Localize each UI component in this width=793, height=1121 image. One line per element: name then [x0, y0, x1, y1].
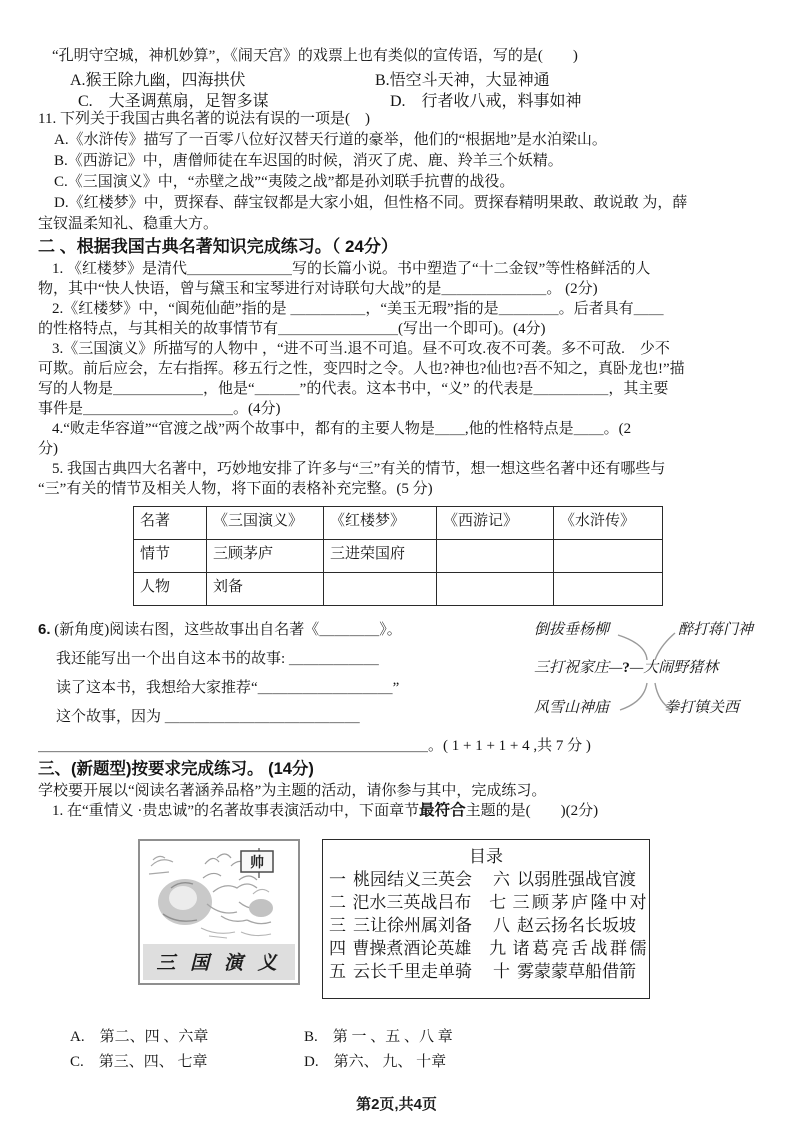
- s3-q1-emphasis: 最符合: [419, 802, 466, 819]
- cover-flag-character: 帅: [250, 856, 264, 871]
- s3-q1-options: [38, 1025, 760, 1075]
- s3-option-d: D. 第六、 九、 十章: [304, 1054, 447, 1070]
- table-cell: [554, 573, 663, 606]
- toc-chapter-number: 一: [329, 870, 346, 889]
- toc-chapter-title: 以弱胜强战官渡: [517, 870, 636, 889]
- q10-options-ab: [38, 67, 760, 88]
- table-header-cell: 名著: [134, 507, 207, 540]
- q11-stem: 11. 下列关于我国古典名著的说法有误的一项是( ): [38, 111, 370, 127]
- toc-row: [323, 868, 649, 891]
- q6-score-note: 。( 1 + 1 + 1 + 4 ,共 7 分 ): [428, 738, 591, 754]
- toc-chapter-number: 八: [493, 916, 510, 935]
- toc-chapter-number: 十: [493, 962, 510, 981]
- toc-title: 目录: [469, 847, 503, 866]
- table-cell: [437, 573, 554, 606]
- toc-chapter-number: 四: [329, 939, 346, 958]
- table-cell: 情节: [134, 540, 207, 573]
- s3-options-cd: [38, 1050, 760, 1075]
- cover-title-text: 三 国 演 义: [156, 953, 282, 974]
- q10-options-cd: [38, 88, 760, 109]
- table-row: [134, 540, 663, 573]
- page-content: [38, 46, 760, 1075]
- s2-q3-line2: 可欺。前后应会，左右指挥。移五行之性，变四时之令。人也?神也?仙也?吾不知之，真卧龙也!”描: [38, 361, 685, 377]
- q11-option-b: B.《西游记》中，唐僧师徒在车迟国的时候，消灭了虎、鹿、羚羊三个妖精。: [54, 153, 563, 169]
- q6-line1-text: (新角度)阅读右图，这些故事出自名著《＿＿＿＿》。: [50, 622, 402, 638]
- q6-line2: 我还能写出一个出自这本书的故事: ＿＿＿＿＿＿: [56, 651, 379, 667]
- toc-chapter-number: 七: [489, 893, 507, 912]
- table-header-cell: 《红楼梦》: [324, 507, 437, 540]
- q10-option-c: C. 大圣调蕉扇，足智多谋: [78, 93, 269, 110]
- q10-option-b: B.悟空斗天神，大显神通: [375, 72, 550, 89]
- s2-q1-line1: 1. 《红楼梦》是清代＿＿＿＿＿＿＿写的长篇小说。书中塑造了“十二金钗”等性格鲜活的人: [52, 261, 651, 277]
- table-row: [134, 573, 663, 606]
- s3-q1-post: 主题的是( )(2分): [465, 803, 599, 819]
- table-cell: [554, 540, 663, 573]
- q10-stem: “孔明守空城，神机妙算”，《闹天宫》的戏票上也有类似的宣传语，写的是( ): [52, 48, 578, 64]
- mind-map-node-fengxue-shanshenmiao: 风雪山神庙: [534, 700, 610, 716]
- q6-line5: [38, 736, 760, 756]
- toc-chapter-title: 桃园结义三英会: [353, 870, 472, 889]
- mind-map-node-quanda-zhenguanxi: 拳打镇关西: [664, 700, 740, 716]
- toc-chapter-number: 五: [329, 962, 346, 981]
- q6-answer-blank: ＿＿＿＿＿＿＿＿＿＿＿＿＿＿＿＿＿＿＿＿＿＿＿＿＿＿: [38, 738, 429, 754]
- toc-chapter-title: 赵云扬名长坂坡: [517, 916, 636, 935]
- table-header-row: [134, 507, 663, 540]
- toc-chapter-title: 云长千里走单骑: [353, 962, 472, 981]
- mind-map-node-danao-yezhulin: 大闹野猪林: [643, 660, 719, 676]
- toc-chapter-number: 六: [493, 870, 510, 889]
- dash-connector: —: [629, 660, 644, 676]
- q6-line4: 这个故事，因为 ＿＿＿＿＿＿＿＿＿＿＿＿＿: [56, 709, 360, 725]
- section-2-heading: 二 、根据我国古典名著知识完成练习。（ 24分）: [38, 237, 398, 256]
- story-mind-map: [530, 618, 786, 730]
- toc-row: [323, 891, 649, 914]
- q6-number: 6.: [38, 621, 51, 638]
- toc-chapter-title: 三顾茅庐隆中对: [512, 893, 649, 912]
- s3-option-a: A. 第二、四 、六章: [70, 1029, 209, 1045]
- s2-q5-line2: “三”有关的情节及相关人物，将下面的表格补充完整。(5 分): [38, 481, 433, 497]
- toc-chapter-number: 二: [329, 893, 346, 912]
- s2-q2-line1: 2.《红楼梦》中，“阆苑仙葩”指的是 ＿＿＿＿＿，“美玉无瑕”指的是＿＿＿＿。后者具有＿＿: [52, 301, 664, 317]
- table-cell: 三进荣国府: [324, 540, 437, 573]
- s2-q1-line2: 物，其中“快人快语，曾与黛玉和宝琴进行对诗联句大战”的是＿＿＿＿＿＿＿。 (2分): [38, 281, 598, 297]
- table-cell: 刘备: [207, 573, 324, 606]
- s2-q4-line1: 4.“败走华容道”“官渡之战”两个故事中，都有的主要人物是＿＿,他的性格特点是＿＿。(2: [52, 421, 632, 437]
- toc-box: [322, 839, 650, 999]
- s2-q3-line4: 事件是＿＿＿＿＿＿＿＿＿＿。(4分): [38, 401, 281, 417]
- page-number-footer: 第2页,共4页: [356, 1096, 437, 1113]
- question-6-block: [38, 620, 760, 756]
- mind-map-center-question-mark: ?: [622, 660, 630, 676]
- q11-option-d-line2: 宝钗温柔知礼、稳重大方。: [38, 216, 219, 232]
- table-cell: 三顾茅庐: [207, 540, 324, 573]
- q10-option-d: D. 行者收八戒，料事如神: [390, 93, 582, 110]
- q11-option-a: A.《水浒传》描写了一百零八位好汉替天行道的豪举，他们的“根据地”是水泊梁山。: [54, 132, 607, 148]
- s3-option-c: C. 第三、四、 七章: [70, 1054, 208, 1070]
- table-header-cell: 《西游记》: [437, 507, 554, 540]
- toc-chapter-title: 汜水三英战吕布: [352, 893, 472, 912]
- q6-line3: 读了这本书，我想给大家推荐“＿＿＿＿＿＿＿＿＿”: [56, 680, 400, 696]
- toc-row: [323, 960, 649, 983]
- toc-chapter-title: 雾蒙蒙草船借箭: [517, 962, 636, 981]
- s3-option-b: B. 第 一 、五 、八 章: [304, 1029, 453, 1045]
- toc-row: [323, 914, 649, 937]
- dash-connector: —: [609, 660, 623, 676]
- toc-chapter-title: 曹操煮酒论英雄: [352, 939, 472, 958]
- media-row: [38, 839, 760, 999]
- mind-map-node-sanda-zhujiazhuang: 三打祝家庄: [534, 660, 610, 676]
- s3-q1-stem: [38, 801, 760, 821]
- mind-map-node-zuida-jiangmenshen: 醉打蒋门神: [678, 622, 754, 638]
- q11-option-c: C.《三国演义》中，“赤壁之战”“夷陵之战”都是孙刘联手抗曹的战役。: [54, 174, 515, 190]
- toc-chapter-number: 三: [329, 916, 346, 935]
- toc-chapter-title: 诸葛亮舌战群儒: [512, 939, 649, 958]
- table-cell: [437, 540, 554, 573]
- q10-option-a: A.猴王除九幽，四海拱伏: [70, 72, 246, 89]
- book-cover-image: [138, 839, 300, 985]
- table-header-cell: 《水浒传》: [554, 507, 663, 540]
- s3-q1-pre: 1. 在“重情义 ·贵忠诚”的名著故事表演活动中，下面章节: [52, 803, 420, 819]
- three-related-plots-table: [133, 506, 663, 606]
- toc-row: [323, 937, 649, 960]
- s3-intro: 学校要开展以“阅读名著涵养品格”为主题的活动，请你参与其中，完成练习。: [38, 783, 547, 799]
- section-2-body: [38, 259, 760, 499]
- table-cell: [324, 573, 437, 606]
- mind-map-node-daoba-chuiyangliu: 倒拔垂杨柳: [534, 622, 610, 638]
- s2-q3-line1: 3.《三国演义》所描写的人物中 ，“进不可当.退不可追。昼不可攻.夜不可袭。多不可敌. 少不: [52, 341, 670, 357]
- table-header-cell: 《三国演义》: [207, 507, 324, 540]
- s2-q3-line3: 写的人物是＿＿＿＿＿＿，他是“＿＿＿”的代表。这本书中，“义” 的代表是＿＿＿＿＿，其主要: [38, 381, 669, 397]
- s2-q2-line2: 的性格特点，与其相关的故事情节有＿＿＿＿＿＿＿＿(写出一个即可)。(4分): [38, 321, 546, 337]
- q11-option-d-line1: D.《红楼梦》中，贾探春、薛宝钗都是大家小姐，但性格不同。贾探春精明果敢、敢说敢 为，薛: [54, 195, 688, 211]
- toc-chapter-title: 三让徐州属刘备: [353, 916, 472, 935]
- s2-q4-line2: 分): [38, 441, 58, 457]
- s3-options-ab: [38, 1025, 760, 1050]
- s2-q5-line1: 5. 我国古典四大名著中，巧妙地安排了许多与“三”有关的情节，想一想这些名著中还有哪些与: [52, 461, 666, 477]
- mind-map-center-row: [534, 656, 718, 677]
- toc-chapter-number: 九: [489, 939, 507, 958]
- section-3-heading: 三、(新题型)按要求完成练习。 (14分): [38, 760, 314, 778]
- table-cell: 人物: [134, 573, 207, 606]
- book-cover-illustration: [143, 844, 295, 980]
